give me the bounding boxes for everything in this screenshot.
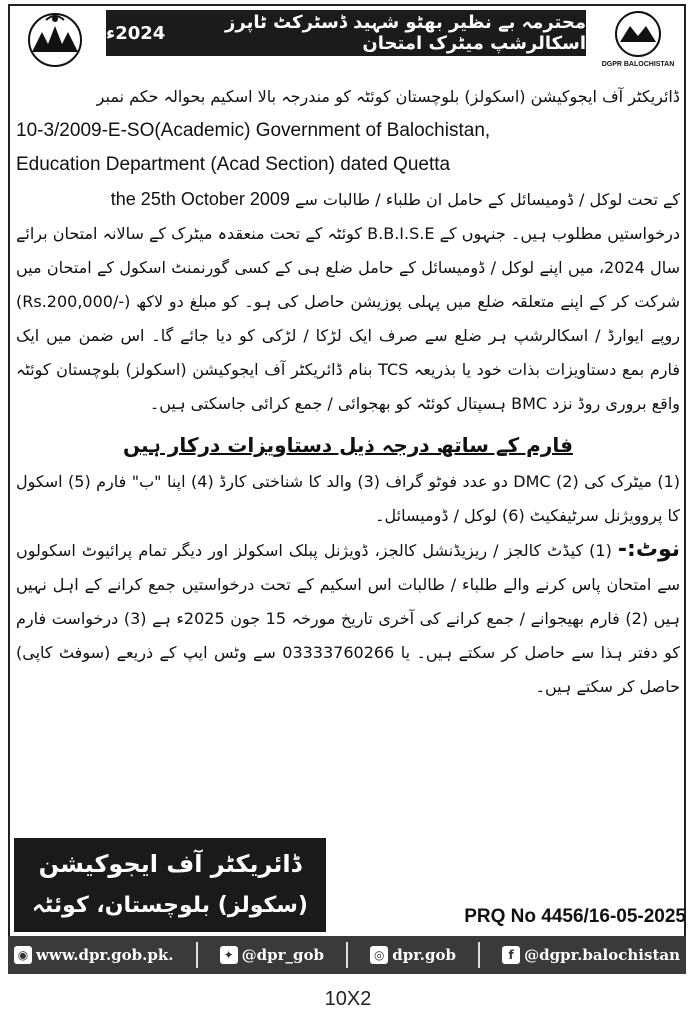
advertisement-body: [16, 80, 680, 704]
paragraph-intro-line4-urdu: کے تحت لوکل / ڈومیسائل کے حامل ان طلباء / طالبات سے: [295, 190, 680, 209]
footer-website-text: www.dpr.gob.pk.: [36, 946, 174, 964]
footer-divider: [346, 942, 348, 968]
paragraph-intro-line4: [16, 182, 680, 217]
page-title: محترمہ بے نظیر بھٹو شہید ڈسٹرکٹ ٹاپرز اسکالرشپ میٹرک امتحان: [225, 12, 586, 54]
signature-title: ڈائریکٹر آف ایجوکیشن: [38, 850, 302, 878]
footer-instagram-text: dpr.gob: [392, 946, 456, 964]
title-year: 2024ء: [106, 22, 166, 44]
header: [10, 6, 684, 72]
note-paragraph: [16, 533, 680, 704]
footer-facebook[interactable]: [502, 946, 680, 964]
signature-office: (سکولز) بلوچستان، کوئٹہ: [32, 893, 308, 918]
paragraph-intro-line1: ڈائریکٹر آف ایجوکیشن (اسکولز) بلوچستان کوئٹہ کو مندرجہ بالا اسکیم بحوالہ حکم نمبر: [96, 87, 680, 106]
ad-size-label: 10X2: [324, 988, 372, 1010]
dgpr-logo: [596, 8, 680, 70]
globe-icon: ◉: [14, 946, 32, 964]
note-text: (1) کیڈٹ کالجز / ریزیڈنشل کالجز، ڈویژنل پبلک اسکولز اور دیگر تمام پرائیوٹ اسکولوں سے امتحان پاس کرنے والے طلباء / طالبات اس اسکیم کے تحت درخواستیں جمع کرانے کے اہل نہیں ہیں (2) فارم بھیجوانے / جمع کرانے کی آخری تاریخ مورخہ 15 جون 2025ء ہے (3) درخواست فارم کو دفتر ہذا سے حاصل کر سکتے ہیں۔ یا 03333760266 سے وٹس ایپ کے ذریعے (سوفٹ کاپی) حاصل کر سکتے ہیں۔: [16, 541, 681, 696]
note-label: نوٹ:-: [617, 537, 680, 562]
paragraph-intro-line3: Education Department (Acad Section) dated Quetta: [16, 154, 451, 175]
documents-list: (1) میٹرک کی DMC (2) دو عدد فوٹو گراف (3) والد کا شناختی کارڈ (4) اپنا "ب" فارم (5) اسکول کا پروویژنل سرٹیفکیٹ (6) لوکل / ڈومیسائل۔: [16, 472, 681, 525]
instagram-icon: ◎: [370, 946, 388, 964]
social-footer: [8, 936, 686, 974]
paragraph-intro-line2: 10-3/2009-E-SO(Academic) Government of Balochistan,: [16, 120, 491, 141]
title-banner: [106, 10, 586, 56]
paragraph-intro-line4-english: the 25th October 2009: [110, 189, 290, 209]
footer-twitter-text: @dpr_gob: [241, 946, 325, 964]
footer-website[interactable]: [14, 946, 173, 964]
documents-heading: فارم کے ساتھ درجہ ذیل دستاویزات درکار ہیں: [123, 433, 573, 457]
footer-twitter[interactable]: [220, 946, 324, 964]
footer-divider: [478, 942, 480, 968]
footer-facebook-text: @dgpr.balochistan: [524, 946, 680, 964]
facebook-icon: f: [502, 946, 520, 964]
government-seal-logo: [16, 10, 94, 68]
signature-block: [14, 838, 326, 932]
footer-divider: [196, 942, 198, 968]
dgpr-logo-caption: DGPR BALOCHISTAN: [601, 61, 675, 68]
prq-number: PRQ No 4456/16-05-2025: [464, 906, 686, 927]
footer-instagram[interactable]: [370, 946, 456, 964]
paragraph-eligibility: درخواستیں مطلوب ہیں۔ جنہوں کے B.B.I.S.E کوئٹہ کے تحت منعقدہ میٹرک کے سالانہ امتحان برائے سال 2024، میں اپنے لوکل / ڈومیسائل کے حامل ضلع ہی کے کسی گورنمنٹ اسکول کے امتحان میں شرکت کر کے اپنے متعلقہ ضلع میں پہلی پوزیشن حاصل کی ہو۔ کو مبلغ دو لاکھ (-/Rs.200,000) روپے ایوارڈ / اسکالرشپ ہر ضلع سے صرف ایک لڑکا / لڑکی کو دیا جائے گا۔ اس ضمن میں ایک فارم بمع دستاویزات بذات خود یا بذریعہ TCS بنام ڈائریکٹر آف ایجوکیشن (اسکولز) بلوچستان کوئٹہ واقع بروری روڈ نزد BMC ہسپتال کوئٹہ کو بھجوائی / جمع کرائی جاسکتی ہیں۔: [16, 224, 680, 413]
twitter-icon: ✦: [220, 946, 238, 964]
